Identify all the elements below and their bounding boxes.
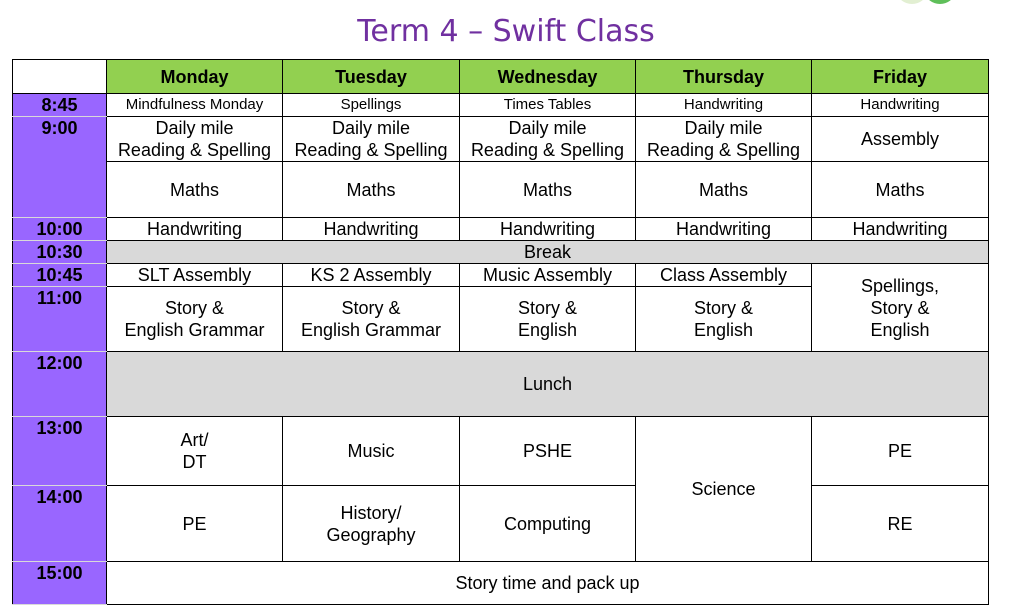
cell-wed-1300: PSHE [460, 417, 636, 486]
cell-wed-0900: Daily mile Reading & Spelling [460, 117, 636, 162]
day-header-friday: Friday [812, 60, 989, 94]
cell-tue-1400: History/ Geography [283, 486, 460, 562]
cell-fri-1045: Spellings, Story & English [812, 264, 989, 352]
cell-fri-0845: Handwriting [812, 94, 989, 117]
day-header-wednesday: Wednesday [460, 60, 636, 94]
cell-mon-maths: Maths [107, 162, 283, 218]
cell-thu-0900: Daily mile Reading & Spelling [636, 117, 812, 162]
cell-tue-0900: Daily mile Reading & Spelling [283, 117, 460, 162]
cell-tue-1100: Story & English Grammar [283, 287, 460, 352]
decorative-circle-green [926, 0, 954, 4]
end-of-day-cell: Story time and pack up [107, 562, 989, 605]
cell-mon-1045: SLT Assembly [107, 264, 283, 287]
row-1030 [13, 241, 989, 264]
cell-wed-maths: Maths [460, 162, 636, 218]
time-1300: 13:00 [13, 417, 107, 486]
cell-wed-1400: Computing [460, 486, 636, 562]
cell-wed-handwriting: Handwriting [460, 218, 636, 241]
time-1000: 10:00 [13, 218, 107, 241]
cell-mon-1100: Story & English Grammar [107, 287, 283, 352]
day-header-monday: Monday [107, 60, 283, 94]
row-1300 [13, 417, 989, 486]
cell-mon-0845: Mindfulness Monday [107, 94, 283, 117]
time-1045: 10:45 [13, 264, 107, 287]
time-1500: 15:00 [13, 562, 107, 605]
cell-thu-1045: Class Assembly [636, 264, 812, 287]
cell-tue-handwriting: Handwriting [283, 218, 460, 241]
cell-thu-handwriting: Handwriting [636, 218, 812, 241]
break-cell: Break [107, 241, 989, 264]
cell-thu-afternoon: Science [636, 417, 812, 562]
corner-cell [13, 60, 107, 94]
lunch-cell: Lunch [107, 352, 989, 417]
cell-wed-1100: Story & English [460, 287, 636, 352]
cell-mon-handwriting: Handwriting [107, 218, 283, 241]
header-row [13, 60, 989, 94]
cell-tue-1045: KS 2 Assembly [283, 264, 460, 287]
row-1500 [13, 562, 989, 605]
cell-mon-1300: Art/ DT [107, 417, 283, 486]
row-1045 [13, 264, 989, 287]
cell-thu-0845: Handwriting [636, 94, 812, 117]
cell-tue-1300: Music [283, 417, 460, 486]
row-0900 [13, 117, 989, 162]
cell-wed-0845: Times Tables [460, 94, 636, 117]
time-1030: 10:30 [13, 241, 107, 264]
row-0845 [13, 94, 989, 117]
cell-thu-1100: Story & English [636, 287, 812, 352]
cell-wed-1045: Music Assembly [460, 264, 636, 287]
cell-tue-0845: Spellings [283, 94, 460, 117]
day-header-thursday: Thursday [636, 60, 812, 94]
timetable [12, 59, 989, 605]
cell-fri-handwriting: Handwriting [812, 218, 989, 241]
row-maths [13, 162, 989, 218]
row-handwriting [13, 218, 989, 241]
day-header-tuesday: Tuesday [283, 60, 460, 94]
cell-mon-1400: PE [107, 486, 283, 562]
time-1200: 12:00 [13, 352, 107, 417]
decorative-circle-light [898, 0, 926, 4]
cell-thu-maths: Maths [636, 162, 812, 218]
cell-mon-0900: Daily mile Reading & Spelling [107, 117, 283, 162]
time-0845: 8:45 [13, 94, 107, 117]
page-title: Term 4 – Swift Class [357, 14, 655, 49]
cell-fri-0900: Assembly [812, 117, 989, 162]
time-1100: 11:00 [13, 287, 107, 352]
cell-tue-maths: Maths [283, 162, 460, 218]
time-1400: 14:00 [13, 486, 107, 562]
row-1400 [13, 486, 989, 562]
cell-fri-maths: Maths [812, 162, 989, 218]
row-1200 [13, 352, 989, 417]
cell-fri-1300: PE [812, 417, 989, 486]
time-0900: 9:00 [13, 117, 107, 218]
cell-fri-1400: RE [812, 486, 989, 562]
